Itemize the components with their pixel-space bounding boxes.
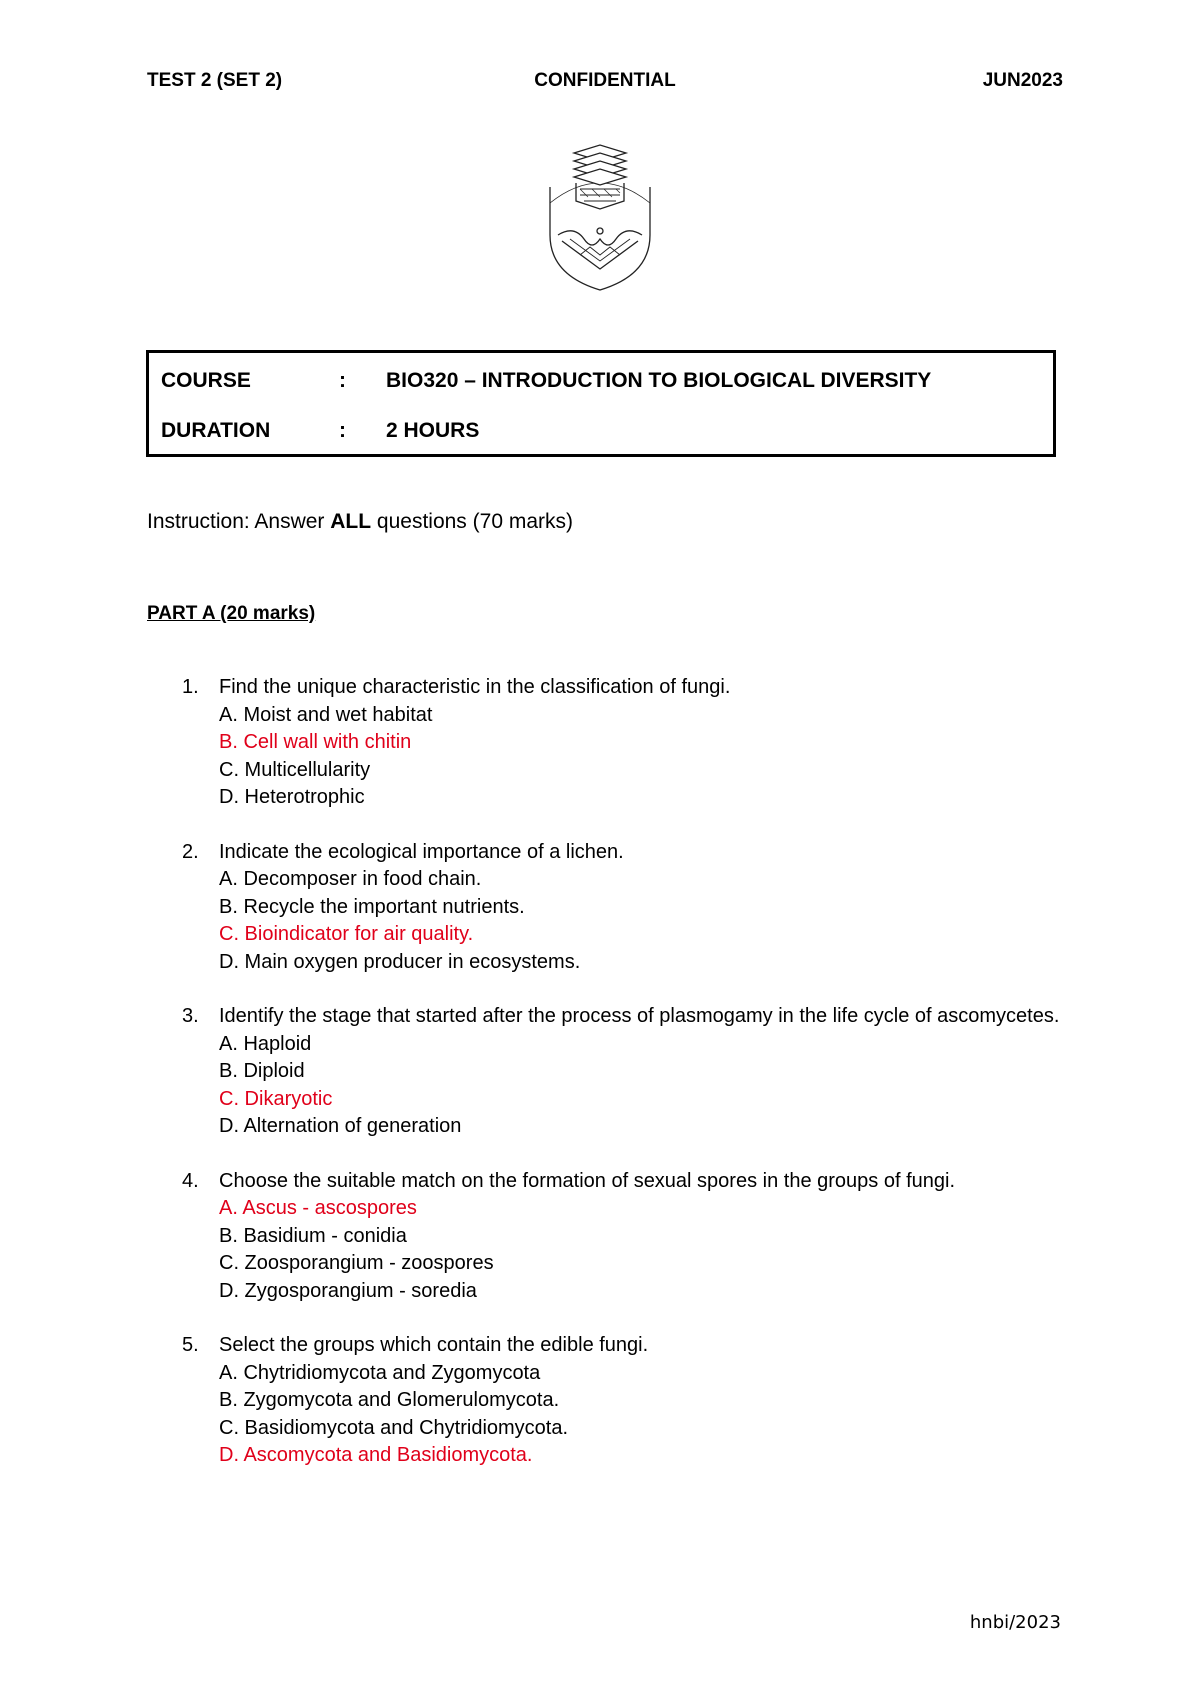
answer-option: C. Basidiomycota and Chytridiomycota. [219,1416,569,1439]
answer-option-correct: D. Ascomycota and Basidiomycota. [219,1444,533,1466]
answer-option: B. Zygomycota and Glomerulomycota. [219,1389,560,1411]
university-crest-icon [540,143,660,291]
answer-option: C. Zoosporangium - zoospores [219,1252,494,1274]
question-body [219,1003,1064,1141]
footer-code: hnbi/2023 [969,1612,1061,1633]
question-item [0,1003,1200,1141]
answer-option: B. Recycle the important nutrients. [219,895,525,918]
duration-label: DURATION [161,419,271,442]
question-number: 2. [182,840,199,863]
answer-option: A. Moist and wet habitat [219,703,433,726]
question-text: Identify the stage that started after the process of plasmogamy in the life cycle of ascomycetes. [219,1005,1060,1027]
duration-separator: : [339,419,346,442]
question-number: 5. [182,1334,199,1356]
instruction-text [147,510,573,534]
answer-option: D. Alternation of generation [219,1115,462,1137]
question-text: Choose the suitable match on the formation of sexual spores in the groups of fungi. [219,1169,955,1192]
answer-option-correct: C. Bioindicator for air quality. [219,923,474,945]
answer-option: C. Multicellularity [219,758,371,781]
course-value: BIO320 – INTRODUCTION TO BIOLOGICAL DIVERSITY [386,369,932,392]
question-text: Indicate the ecological importance of a lichen. [219,840,624,863]
question-body [219,1168,1064,1306]
question-body [219,839,1064,977]
test-set-label: TEST 2 (SET 2) [147,70,283,91]
instruction-suffix: questions (70 marks) [371,510,573,533]
course-label: COURSE [161,369,251,392]
course-separator: : [339,369,346,392]
question-item [0,674,1200,812]
answer-option: B. Diploid [219,1060,305,1082]
answer-option: A. Haploid [219,1032,312,1055]
instruction-prefix: Instruction: Answer [147,510,331,533]
answer-option-correct: A. Ascus - ascospores [219,1197,417,1219]
question-item [0,839,1200,977]
course-info-box [146,350,1056,457]
answer-option: B. Basidium - conidia [219,1224,407,1247]
part-a-title: PART A (20 marks) [147,603,316,624]
instruction-emphasis: ALL [330,510,372,533]
question-text: Find the unique characteristic in the classification of fungi. [219,676,731,698]
answer-option-correct: C. Dikaryotic [219,1087,333,1110]
question-text: Select the groups which contain the edible fungi. [219,1334,649,1356]
duration-value: 2 HOURS [386,419,480,442]
question-body [219,1332,1064,1470]
answer-option: D. Main oxygen producer in ecosystems. [219,950,581,973]
answer-option-correct: B. Cell wall with chitin [219,731,412,753]
question-item [0,1332,1200,1470]
question-list [0,674,1200,1497]
confidential-label: CONFIDENTIAL [534,70,676,91]
answer-option: A. Decomposer in food chain. [219,868,482,890]
question-number: 4. [182,1169,199,1192]
answer-option: D. Zygosporangium - soredia [219,1279,477,1302]
question-number: 3. [182,1005,199,1027]
exam-date-label: JUN2023 [982,70,1063,91]
answer-option: D. Heterotrophic [219,786,365,808]
page-header [147,70,1063,100]
question-number: 1. [182,676,199,698]
question-item [0,1168,1200,1306]
question-body [219,674,1064,812]
answer-option: A. Chytridiomycota and Zygomycota [219,1361,541,1384]
